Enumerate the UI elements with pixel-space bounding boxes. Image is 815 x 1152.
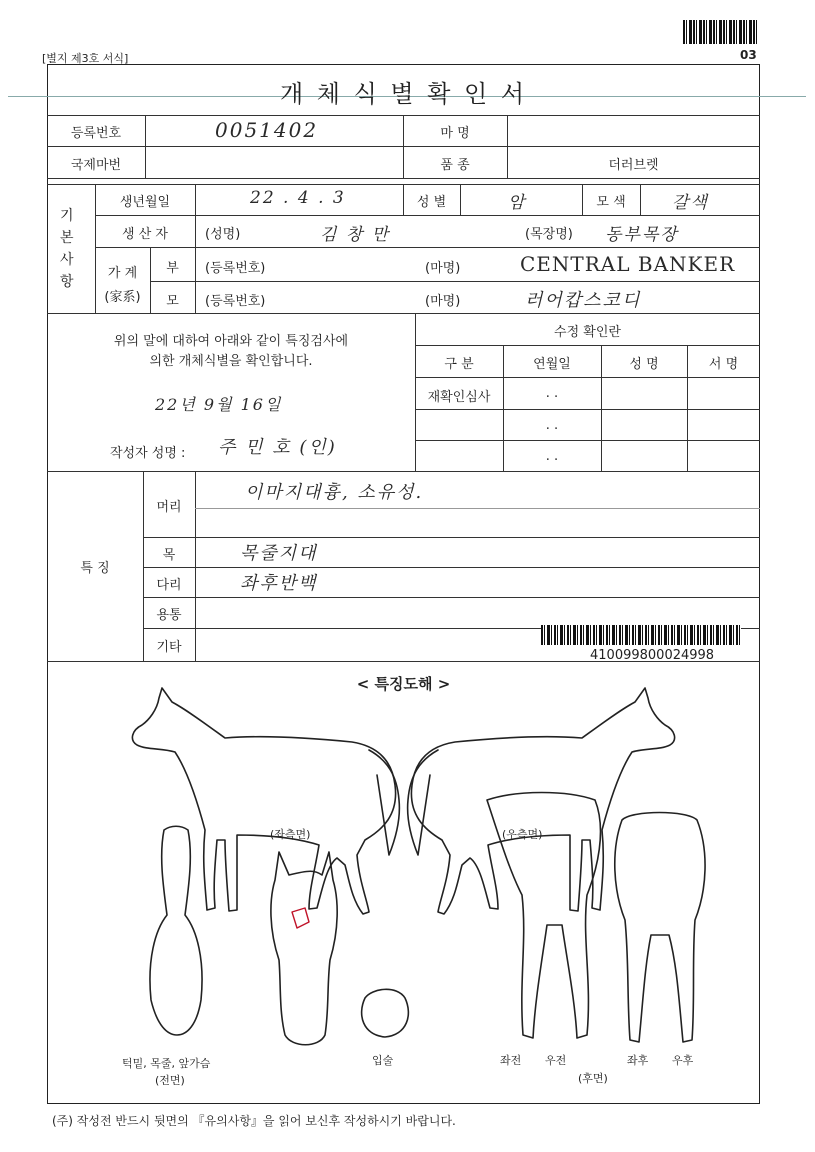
- revision-row3-date: . .: [545, 449, 559, 464]
- top-barcode: [683, 20, 757, 44]
- features-section-label: 특 징: [80, 561, 110, 576]
- birth-label: 생년월일: [119, 195, 171, 210]
- pedigree-label: 가 계: [107, 266, 138, 281]
- muzzle-outline: [362, 989, 409, 1037]
- footer-note: (주) 작성전 반드시 뒷면의 『유의사항』을 읽어 보신후 작성하시기 바랍니다.: [52, 1114, 456, 1128]
- label-muzzle: 입술: [372, 1054, 394, 1067]
- barcode-number: 410099800024998: [590, 648, 715, 663]
- dam-label: 모: [166, 294, 179, 309]
- head-front-outline: [271, 852, 337, 1045]
- neck-value: 목줄지대: [240, 543, 318, 564]
- revision-row1-date: . .: [545, 386, 559, 401]
- label-front-caption: 턱밑, 목줄, 앞가슴: [122, 1057, 211, 1070]
- pedigree-hanja: (家系): [104, 290, 141, 305]
- form-label: [별지 제3호 서식]: [42, 52, 129, 65]
- dam-reg-label: (등록번호): [205, 294, 266, 309]
- right-horse-outline: [411, 688, 674, 914]
- reg-no-label: 등록번호: [70, 126, 122, 141]
- breed-value: 더러브렛: [608, 158, 659, 173]
- intl-no-label: 국제마번: [70, 158, 122, 173]
- whorl-label: 용통: [156, 608, 182, 623]
- label-rear: (후면): [578, 1072, 608, 1085]
- author-value: 주 민 호 (인): [218, 437, 337, 458]
- left-horse-outline: [132, 688, 395, 914]
- neck-label: 목: [162, 548, 176, 563]
- revision-header-type: 구 분: [444, 357, 474, 372]
- farm-value: 동부목장: [605, 225, 679, 245]
- statement-line2: 의한 개체식별을 확인합니다.: [149, 354, 313, 369]
- label-front: (전면): [155, 1074, 185, 1087]
- revision-header-date: 연월일: [533, 357, 571, 372]
- page-title: 개 체 식 별 확 인 서: [279, 80, 528, 108]
- sire-name-value: CENTRAL BANKER: [520, 252, 736, 276]
- horse-diagram: [47, 680, 760, 1100]
- dam-name-label: (마명): [425, 294, 461, 309]
- page-number: 03: [740, 48, 757, 62]
- barcode-graphic: [541, 625, 741, 645]
- producer-name-label: (성명): [205, 227, 241, 242]
- sire-reg-label: (등록번호): [205, 261, 266, 276]
- horse-name-label: 마 명: [440, 126, 470, 141]
- front-chest-outline: [150, 826, 202, 1035]
- author-label: 작성자 성명 :: [110, 446, 186, 461]
- head-label: 머리: [156, 500, 182, 515]
- reg-no-value: 0051402: [215, 118, 319, 142]
- farm-label: (목장명): [525, 227, 573, 242]
- label-left-side: (좌측면): [270, 828, 311, 841]
- producer-label: 생 산 자: [122, 227, 168, 242]
- legs-label: 다리: [156, 578, 182, 593]
- label-right-side: (우측면): [502, 828, 543, 841]
- diagram-title: < 특징도해 >: [356, 675, 451, 693]
- dam-name-value: 러어캅스코디: [525, 290, 642, 311]
- confirm-date: 22년 9월 16일: [155, 395, 283, 414]
- label-fore-right: 우전: [545, 1054, 567, 1067]
- sex-label: 성 별: [416, 195, 447, 210]
- head-value: 이마지대흉, 소유성.: [245, 482, 424, 503]
- birth-value: 22 . 4 . 3: [250, 188, 346, 208]
- rear-view-outline: [615, 813, 705, 1043]
- label-hind-left: 좌후: [627, 1054, 649, 1067]
- producer-name-value: 김 창 만: [320, 225, 391, 245]
- revision-row2-date: . .: [545, 418, 559, 433]
- label-hind-right: 우후: [672, 1054, 694, 1067]
- legs-value: 좌후반백: [240, 573, 318, 594]
- revision-title: 수정 확인란: [554, 325, 621, 340]
- statement-line1: 위의 말에 대하여 아래와 같이 특징검사에: [113, 334, 349, 349]
- basic-section-label: 기 본 사 항: [60, 208, 74, 290]
- label-fore-left: 좌전: [500, 1054, 522, 1067]
- revision-header-sign: 서 명: [708, 357, 739, 372]
- color-label: 모 색: [596, 195, 626, 210]
- sire-label: 부: [166, 261, 179, 276]
- sex-value: 암: [508, 193, 527, 213]
- other-label: 기타: [156, 640, 182, 655]
- revision-row1-type: 재확인심사: [427, 390, 491, 405]
- revision-header-name: 성 명: [629, 357, 659, 372]
- sire-name-label: (마명): [425, 261, 461, 276]
- color-value: 갈색: [672, 193, 709, 213]
- breed-label: 품 종: [440, 158, 470, 173]
